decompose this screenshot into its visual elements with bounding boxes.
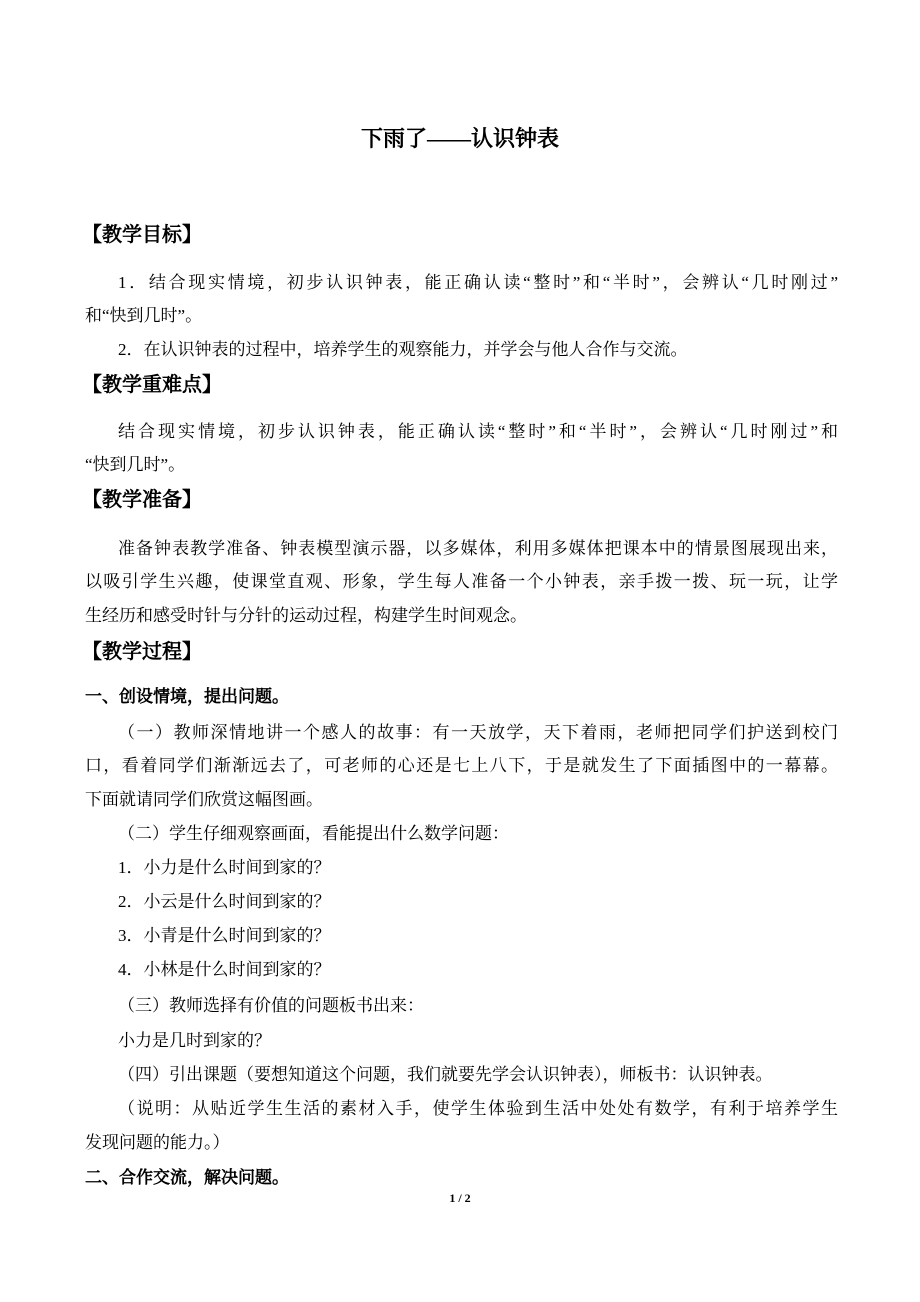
intro-text: （四）引出课题（要想知道这个问题，我们就要先学会认识钟表），师板书：认识钟表。 [118, 1065, 773, 1084]
question-1: 1．小力是什么时间到家的？ [118, 858, 331, 877]
board-question: 小力是几时到家的？ [118, 1031, 271, 1050]
heading-preparation: 【教学准备】 [82, 489, 202, 511]
page-number: 1 / 2 [449, 1191, 471, 1205]
step-2-title: 二、合作交流，解决问题。 [85, 1168, 289, 1187]
question-2: 2．小云是什么时间到家的？ [118, 892, 331, 911]
preparation-line-3: 生经历和感受时针与分针的运动过程，构建学生时间观念。 [85, 606, 527, 625]
preparation-line-1: 准备钟表教学准备、钟表模型演示器，以多媒体，利用多媒体把课本中的情景图展现出来， [118, 539, 838, 558]
key-points-line-1: 结合现实情境，初步认识钟表，能正确认读“整时”和“半时”，会辨认“几时刚过”和 [118, 422, 838, 441]
choose-text: （三）教师选择有价值的问题板书出来： [118, 996, 424, 1015]
story-line-2: 口，看着同学们渐渐远去了，可老师的心还是七上八下，于是就发生了下面插图中的一幕幕。 [85, 756, 838, 775]
note-line-2: 发现问题的能力。） [85, 1133, 230, 1152]
question-4: 4．小林是什么时间到家的？ [118, 960, 331, 979]
heading-process: 【教学过程】 [82, 641, 202, 663]
goal-1-line-1: 1．结合现实情境，初步认识钟表，能正确认读“整时”和“半时”，会辨认“几时刚过” [118, 273, 838, 292]
heading-goals: 【教学目标】 [82, 224, 202, 246]
question-3: 3．小青是什么时间到家的？ [118, 926, 331, 945]
observe-text: （二）学生仔细观察画面，看能提出什么数学问题： [118, 824, 509, 843]
note-line-1: （说明：从贴近学生生活的素材入手，使学生体验到生活中处处有数学，有利于培养学生 [118, 1099, 838, 1118]
story-line-1: （一）教师深情地讲一个感人的故事：有一天放学，天下着雨，老师把同学们护送到校门 [118, 723, 838, 742]
preparation-line-2: 以吸引学生兴趣，使课堂直观、形象，学生每人准备一个小钟表，亲手拨一拨、玩一玩，让学 [85, 572, 838, 591]
goal-2: 2．在认识钟表的过程中，培养学生的观察能力，并学会与他人合作与交流。 [118, 340, 688, 359]
document-title: 下雨了——认识钟表 [360, 126, 559, 151]
story-line-3: 下面就请同学们欣赏这幅图画。 [85, 790, 323, 809]
step-1-title: 一、创设情境，提出问题。 [85, 687, 289, 706]
key-points-line-2: “快到几时”。 [85, 455, 186, 474]
goal-1-line-2: 和“快到几时”。 [85, 306, 203, 325]
heading-key-points: 【教学重难点】 [82, 374, 222, 396]
